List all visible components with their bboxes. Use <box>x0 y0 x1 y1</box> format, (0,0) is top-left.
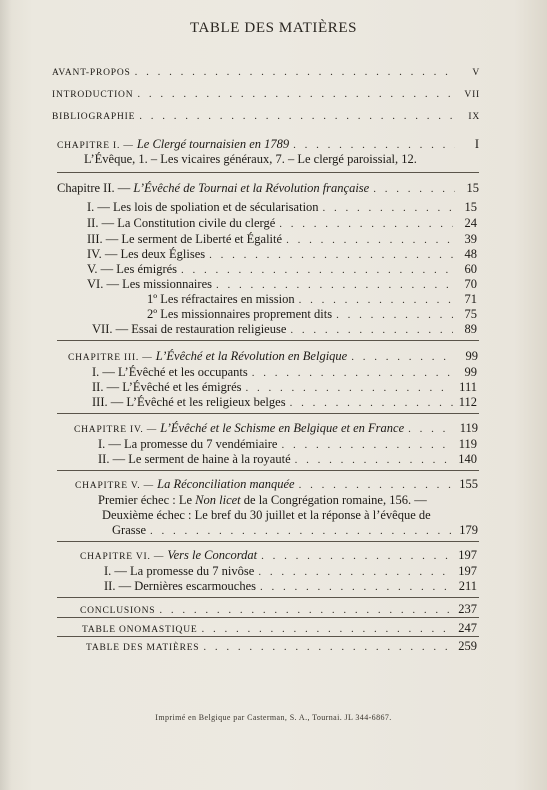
chapter-prefix: Chapitre II. — <box>57 181 134 195</box>
dot-leader <box>323 200 453 216</box>
toc-entry-label: INTRODUCTION <box>52 90 134 100</box>
chapter-page: 15 <box>466 181 479 195</box>
chapter-title: Vers le Concordat <box>167 548 258 562</box>
section-page: 89 <box>464 322 477 336</box>
toc-entry-page: 237 <box>458 602 477 616</box>
section-divider <box>57 340 479 341</box>
subsection-label: 2º Les missionnaires proprement dits <box>147 307 333 321</box>
toc-entry-table-des-matieres <box>86 638 477 656</box>
section-divider <box>57 636 479 637</box>
dot-leader <box>290 322 453 338</box>
section-label: II. — L’Évêché et les émigrés <box>92 380 242 394</box>
dot-leader <box>201 621 453 637</box>
dot-leader <box>261 548 453 564</box>
toc-entry-page: 247 <box>458 621 477 635</box>
section-page: 112 <box>458 395 477 409</box>
section-divider <box>57 541 479 542</box>
section-divider <box>57 413 479 414</box>
chapter-title: L’Évêché et la Révolution en Belgique <box>155 349 348 363</box>
chapter-1-summary: L’Évêque, 1. – Les vicaires généraux, 7. – Le clergé paroissial, 12. <box>84 152 417 166</box>
toc-entry-page: IX <box>468 112 480 122</box>
chapter-title: L’Évêché de Tournai et la Révolution française <box>133 181 370 195</box>
toc-entry-introduction <box>52 86 480 103</box>
section-page: 197 <box>458 564 477 578</box>
dot-leader <box>139 108 456 124</box>
section-divider <box>57 597 479 598</box>
section-label: III. — Le serment de Liberté et Égalité <box>87 232 283 246</box>
toc-entry-label: TABLE DES MATIÈRES <box>86 643 200 653</box>
section-page: 48 <box>464 247 477 261</box>
chapter-prefix: CHAPITRE V. — <box>75 481 158 491</box>
chapter-5-summary-line-1 <box>98 492 427 508</box>
chapter-heading <box>57 180 369 196</box>
section-label: III. — L’Évêché et les religieux belges <box>92 395 286 409</box>
toc-section <box>92 394 477 411</box>
section-label: I. — Les lois de spoliation et de sécularisation <box>87 200 319 214</box>
section-label: II. — Dernières escarmouches <box>104 579 257 593</box>
section-page: 15 <box>464 200 477 214</box>
chapter-5-summary-line-2: Deuxième échec : Le bref du 30 juillet et la réponse à l’évêque de <box>102 508 431 522</box>
toc-entry-bibliographie <box>52 108 480 125</box>
section-page: 60 <box>464 262 477 276</box>
section-page: 39 <box>464 232 477 246</box>
section-page: 111 <box>459 380 477 394</box>
section-label: II. — La Constitution civile du clergé <box>87 216 276 230</box>
section-divider <box>57 470 479 471</box>
toc-entry-label: CONCLUSIONS <box>80 606 156 616</box>
summary-page: 179 <box>459 523 478 537</box>
page-title: TABLE DES MATIÈRES <box>189 20 358 36</box>
subsection-page: 75 <box>464 307 477 321</box>
chapter-title: Le Clergé tournaisien en 1789 <box>136 137 290 151</box>
dot-leader <box>279 216 453 232</box>
section-label: II. — Le serment de haine à la royauté <box>98 452 291 466</box>
chapter-prefix: CHAPITRE I. — <box>57 141 137 151</box>
section-divider <box>57 172 479 173</box>
summary-text: de la Congrégation romaine, 156. — <box>240 493 427 507</box>
section-label: VI. — Les missionnaires <box>87 277 212 291</box>
page-edge-shadow <box>0 0 12 790</box>
section-divider <box>57 617 479 618</box>
section-label: VII. — Essai de restauration religieuse <box>92 322 287 336</box>
chapter-page: 155 <box>459 477 478 491</box>
section-label: I. — L’Évêché et les occupants <box>92 365 248 379</box>
dot-leader <box>135 64 456 80</box>
toc-entry-label: TABLE ONOMASTIQUE <box>82 625 198 635</box>
section-page: 140 <box>458 452 477 466</box>
chapter-page: I <box>474 137 479 151</box>
toc-entry-label: BIBLIOGRAPHIE <box>52 112 136 122</box>
dot-leader <box>408 421 454 437</box>
dot-leader <box>260 579 453 595</box>
dot-leader <box>299 477 454 493</box>
dot-leader <box>373 181 455 197</box>
summary-text: Premier échec : Le <box>98 493 196 507</box>
dot-leader <box>203 639 453 655</box>
section-label: IV. — Les deux Églises <box>87 247 206 261</box>
toc-entry-avant-propos <box>52 64 480 81</box>
printer-imprint: Imprimé en Belgique par Casterman, S. A., Tournai. JL 344-6867. <box>155 713 392 722</box>
chapter-title: La Réconciliation manquée <box>157 477 295 491</box>
chapter-title: L’Évêché et le Schisme en Belgique et en France <box>160 421 405 435</box>
dot-leader <box>137 86 456 102</box>
chapter-page: 197 <box>458 548 477 562</box>
toc-section <box>92 321 477 338</box>
toc-entry-page: V <box>472 68 480 78</box>
subsection-label: 1º Les réfractaires en mission <box>147 292 295 306</box>
chapter-prefix: CHAPITRE III. — <box>68 353 156 363</box>
toc-section <box>98 451 477 468</box>
section-label: I. — La promesse du 7 nivôse <box>104 564 255 578</box>
toc-section <box>104 578 477 595</box>
chapter-page: 119 <box>459 421 478 435</box>
section-page: 119 <box>458 437 477 451</box>
subsection-page: 71 <box>464 292 477 306</box>
toc-section <box>87 215 477 232</box>
dot-leader <box>159 602 453 618</box>
section-page: 24 <box>464 216 477 230</box>
toc-section <box>87 199 477 216</box>
summary-text: Grasse <box>112 523 147 537</box>
dot-leader <box>150 523 454 539</box>
dot-leader <box>351 349 454 365</box>
section-page: 70 <box>464 277 477 291</box>
dot-leader <box>295 452 453 468</box>
dot-leader <box>290 395 453 411</box>
section-page: 211 <box>458 579 477 593</box>
chapter-page: 99 <box>465 349 478 363</box>
chapter-prefix: CHAPITRE VI. — <box>80 552 168 562</box>
chapter-5-summary-line-3 <box>112 522 478 539</box>
toc-entry-label: AVANT-PROPOS <box>52 68 131 78</box>
section-page: 99 <box>464 365 477 379</box>
toc-entry-page: VII <box>464 90 480 100</box>
section-label: V. — Les émigrés <box>87 262 178 276</box>
summary-text-italic: Non licet <box>195 493 241 507</box>
toc-entry-page: 259 <box>458 639 477 653</box>
toc-chapter-2 <box>57 180 479 197</box>
chapter-prefix: CHAPITRE IV. — <box>74 425 161 435</box>
section-label: I. — La promesse du 7 vendémiaire <box>98 437 278 451</box>
